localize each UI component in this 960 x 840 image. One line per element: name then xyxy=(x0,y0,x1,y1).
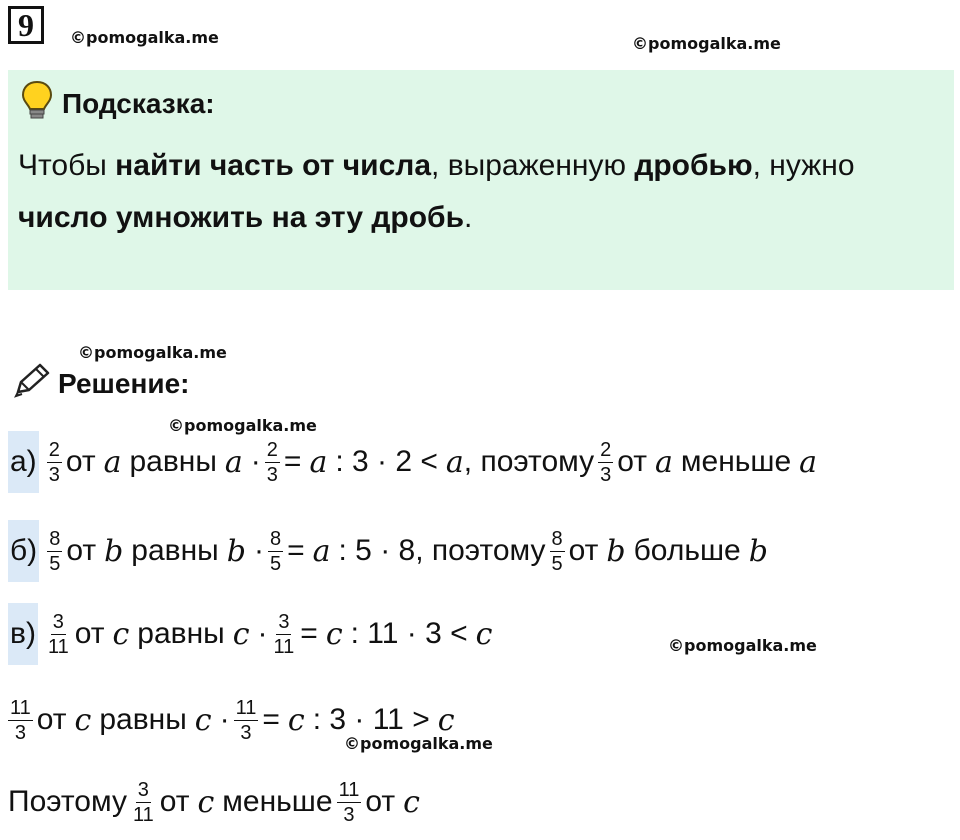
solution-line-b xyxy=(8,521,768,581)
variable: c xyxy=(475,616,493,652)
variable: c xyxy=(287,702,305,738)
fraction: $\frac{2}{3}$ xyxy=(266,438,278,486)
fraction: $\frac{2}{3}$ xyxy=(600,438,612,486)
variable: a xyxy=(655,444,673,480)
variable: c xyxy=(74,702,92,738)
item-label: а) xyxy=(8,431,39,493)
word: от xyxy=(159,785,190,818)
pencil-icon xyxy=(12,362,52,405)
word: от xyxy=(65,445,96,478)
operator: · xyxy=(253,534,264,567)
solution-conclusion xyxy=(8,772,420,832)
solution-line-c xyxy=(8,604,492,664)
word: равны xyxy=(99,703,187,736)
fraction: $\frac{11}{3}$ xyxy=(338,778,360,826)
word: от xyxy=(66,534,97,567)
variable: c xyxy=(197,784,215,820)
variable: a xyxy=(103,444,122,480)
variable: b xyxy=(748,533,768,569)
word: от xyxy=(36,703,67,736)
item-label: в) xyxy=(8,603,38,665)
expression: : 3 · 11 > xyxy=(312,703,430,736)
watermark: ©pomogalka.me xyxy=(668,636,817,655)
fraction: $\frac{3}{11}$ xyxy=(132,778,154,826)
word: от xyxy=(617,445,647,478)
item-label: б) xyxy=(8,520,39,582)
variable: a xyxy=(312,533,331,569)
variable: b xyxy=(104,533,124,569)
operator: · xyxy=(250,445,261,478)
operator: · xyxy=(219,703,230,736)
solution-title xyxy=(12,362,189,405)
hint-text xyxy=(18,140,938,244)
variable: c xyxy=(325,616,343,652)
hint-bold-part: число умножить на эту дробь xyxy=(18,201,465,234)
watermark: ©pomogalka.me xyxy=(168,416,317,435)
hint-title xyxy=(20,80,215,127)
word: равны xyxy=(131,534,219,567)
hint-text-part: , нужно xyxy=(752,149,855,182)
watermark: ©pomogalka.me xyxy=(78,343,227,362)
variable: a xyxy=(309,444,328,480)
operator: · xyxy=(257,617,268,650)
variable: c xyxy=(403,784,420,820)
variable: c xyxy=(232,616,250,652)
hint-text-part: , выраженную xyxy=(431,149,635,182)
task-number: 9 xyxy=(8,6,44,44)
solution-line-a xyxy=(8,432,817,492)
operator: = xyxy=(262,703,280,736)
fraction: $\frac{8}{5}$ xyxy=(49,527,61,575)
solution-title-text: Решение: xyxy=(58,367,190,399)
word: равны xyxy=(129,445,217,478)
hint-text-part: . xyxy=(464,201,473,234)
expression: : 3 · 2 < xyxy=(335,445,438,478)
variable: a xyxy=(799,444,818,480)
variable: b xyxy=(606,533,626,569)
variable: c xyxy=(112,616,130,652)
variable: c xyxy=(194,702,212,738)
word: меньше xyxy=(680,445,792,478)
word: Поэтому xyxy=(8,785,127,818)
operator: = xyxy=(300,617,318,650)
fraction: $\frac{11}{3}$ xyxy=(10,696,31,744)
hint-bold-part: найти часть от числа xyxy=(115,149,432,182)
hint-text-part: Чтобы xyxy=(18,149,116,182)
variable: a xyxy=(224,444,243,480)
word: больше xyxy=(633,534,741,567)
fraction: $\frac{8}{5}$ xyxy=(551,527,563,575)
variable: b xyxy=(226,533,246,569)
fraction: $\frac{8}{5}$ xyxy=(269,527,282,575)
hint-bold-part: дробью xyxy=(634,149,753,182)
fraction: $\frac{11}{3}$ xyxy=(235,696,257,744)
expression: : 5 · 8, поэтому xyxy=(338,534,546,567)
lightbulb-icon xyxy=(20,80,54,127)
word: меньше xyxy=(222,785,333,818)
word: равны xyxy=(137,617,225,650)
fraction: $\frac{3}{11}$ xyxy=(273,610,295,658)
operator: = xyxy=(283,445,302,478)
operator: = xyxy=(287,534,305,567)
watermark: ©pomogalka.me xyxy=(70,28,219,47)
hint-title-text: Подсказка: xyxy=(62,87,215,119)
variable: a xyxy=(445,444,464,480)
word: от xyxy=(74,617,105,650)
fraction: $\frac{2}{3}$ xyxy=(48,438,60,486)
word: от xyxy=(568,534,599,567)
word: от xyxy=(365,785,396,818)
variable: c xyxy=(437,702,455,738)
fraction: $\frac{3}{11}$ xyxy=(47,610,69,658)
watermark: ©pomogalka.me xyxy=(344,734,493,753)
watermark: ©pomogalka.me xyxy=(632,34,781,53)
expression: : 11 · 3 < xyxy=(350,617,468,650)
word: , поэтому xyxy=(463,445,595,478)
